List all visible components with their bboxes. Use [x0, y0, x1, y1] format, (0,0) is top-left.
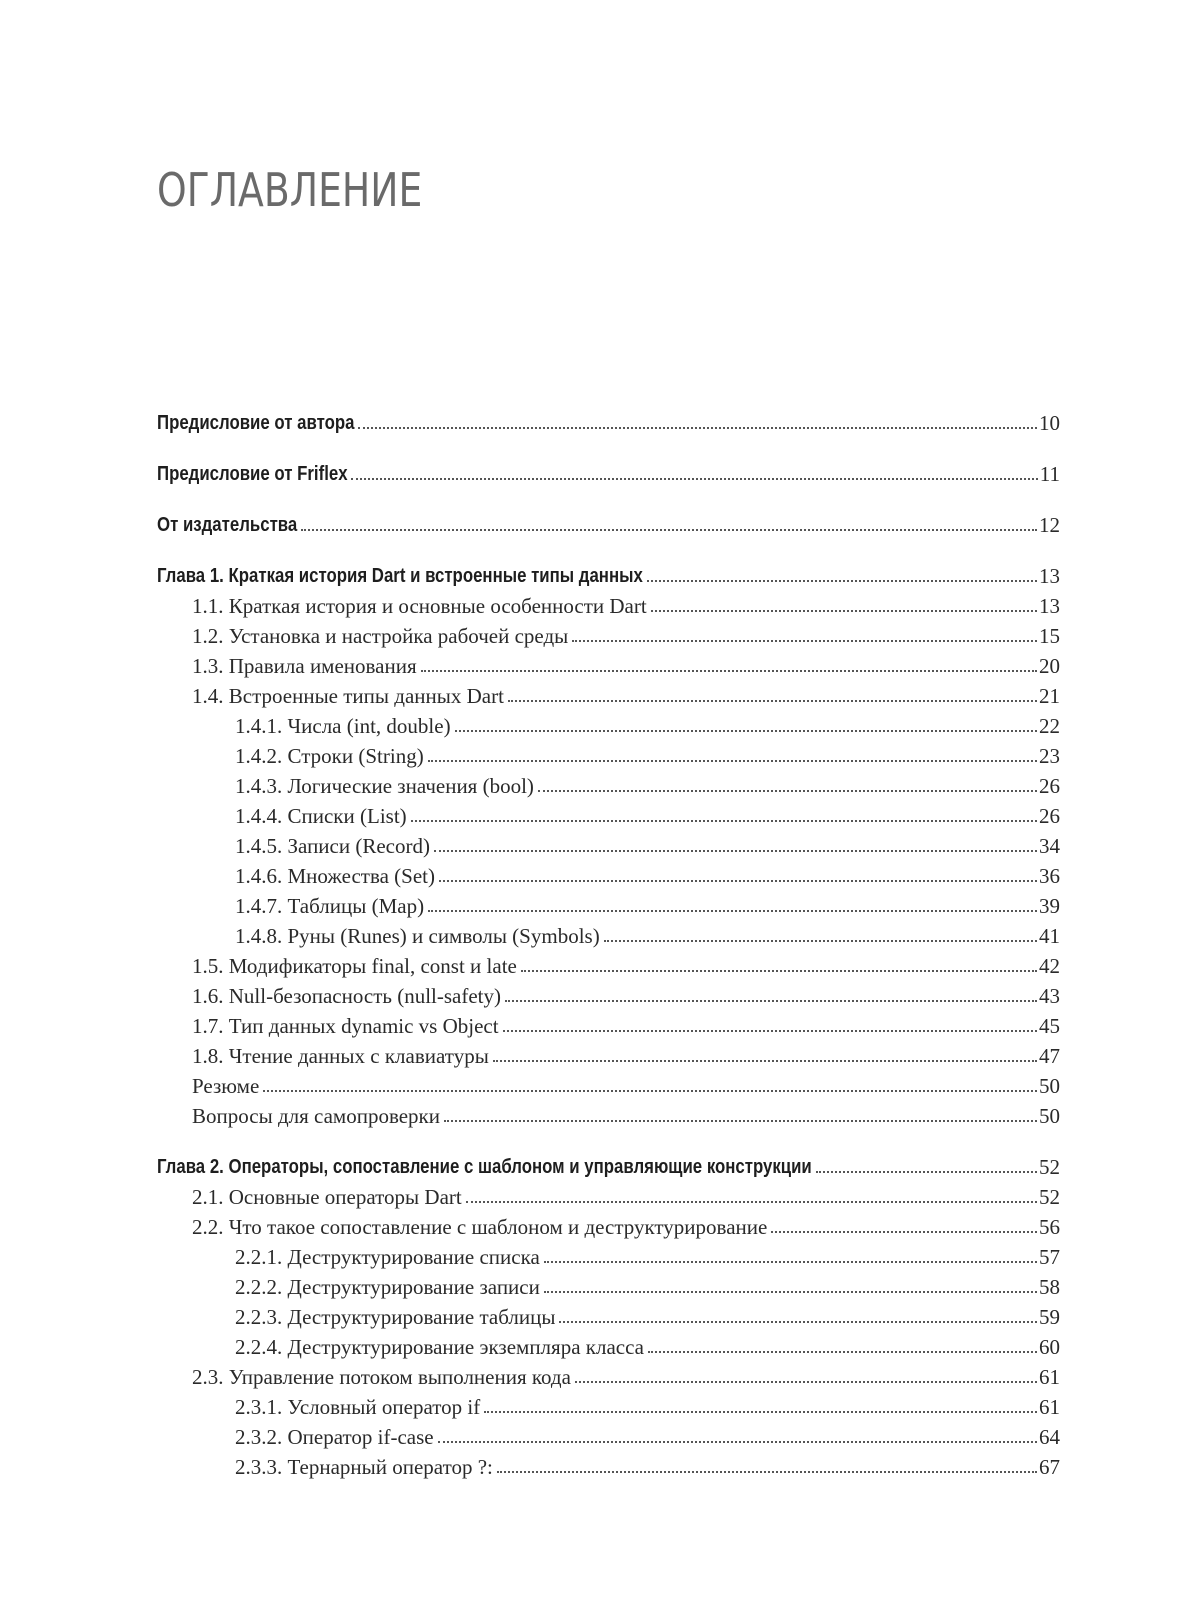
toc-entry-page-number: 50: [1039, 1104, 1060, 1128]
toc-entry-page-number: 20: [1039, 654, 1060, 678]
toc-entry-page-number: 58: [1039, 1275, 1060, 1299]
toc-entry-title: 2.3.3. Тернарный оператор ?:: [235, 1455, 493, 1479]
dot-leader: [434, 850, 1037, 852]
dot-leader: [466, 1201, 1037, 1203]
dot-leader: [358, 427, 1037, 429]
toc-entry-page-number: 56: [1039, 1215, 1060, 1239]
toc-entry[interactable]: [157, 679, 1060, 709]
toc-entry-title: Вопросы для самопроверки: [192, 1104, 441, 1128]
toc-entry-page-number: 22: [1039, 714, 1060, 738]
toc-entry[interactable]: [157, 406, 1060, 436]
dot-leader: [544, 1291, 1037, 1293]
dot-leader: [816, 1171, 1037, 1173]
dot-leader: [559, 1321, 1037, 1323]
toc-entry-page-number: 41: [1039, 924, 1060, 948]
toc-entry[interactable]: [157, 457, 1060, 487]
toc-entry-title: 1.4.6. Множества (Set): [235, 864, 435, 888]
toc-entry[interactable]: [157, 1240, 1060, 1270]
toc-entry-page-number: 13: [1039, 564, 1060, 588]
toc-entry-page-number: 45: [1039, 1014, 1060, 1038]
toc-entry-title: 2.3.1. Условный оператор if: [235, 1395, 481, 1419]
toc-entry-title: 1.4.8. Руны (Runes) и символы (Symbols): [235, 924, 600, 948]
toc-entry-title: 1.8. Чтение данных с клавиатуры: [192, 1044, 489, 1068]
toc-entry-page-number: 34: [1039, 834, 1060, 858]
toc-entry-page-number: 59: [1039, 1305, 1060, 1329]
table-of-contents: [157, 406, 1060, 1480]
toc-entry[interactable]: [157, 1420, 1060, 1450]
toc-entry-title: 1.4.7. Таблицы (Map): [235, 894, 425, 918]
toc-entry-page-number: 57: [1039, 1245, 1060, 1269]
toc-entry[interactable]: [157, 1270, 1060, 1300]
toc-entry-title: Глава 2. Операторы, сопоставление с шаблоном и управляющие конструкции: [157, 1156, 812, 1178]
toc-entry-title: От издательства: [157, 514, 298, 536]
toc-entry-title: 1.7. Тип данных dynamic vs Object: [192, 1014, 499, 1038]
toc-entry-title: 1.1. Краткая история и основные особенности Dart: [192, 594, 647, 618]
toc-entry-page-number: 52: [1039, 1155, 1060, 1179]
toc-entry[interactable]: [157, 919, 1060, 949]
toc-entry[interactable]: [157, 559, 1060, 589]
toc-entry-title: 2.1. Основные операторы Dart: [192, 1185, 462, 1209]
toc-entry[interactable]: [157, 649, 1060, 679]
toc-entry-page-number: 26: [1039, 804, 1060, 828]
toc-entry-title: 1.4.4. Списки (List): [235, 804, 407, 828]
dot-leader: [508, 700, 1037, 702]
toc-entry-page-number: 26: [1039, 774, 1060, 798]
toc-entry-page-number: 12: [1039, 513, 1060, 537]
toc-entry-page-number: 42: [1039, 954, 1060, 978]
toc-entry-title: 1.3. Правила именования: [192, 654, 417, 678]
toc-entry-page-number: 61: [1039, 1365, 1060, 1389]
dot-leader: [575, 1381, 1037, 1383]
toc-entry-page-number: 50: [1039, 1074, 1060, 1098]
dot-leader: [497, 1471, 1037, 1473]
toc-entry[interactable]: [157, 829, 1060, 859]
dot-leader: [493, 1060, 1037, 1062]
toc-entry[interactable]: [157, 1180, 1060, 1210]
toc-entry-title: Предисловие от автора: [157, 412, 355, 434]
dot-leader: [455, 730, 1037, 732]
toc-entry-page-number: 60: [1039, 1335, 1060, 1359]
toc-entry-page-number: 13: [1039, 594, 1060, 618]
toc-entry-title: 2.2.3. Деструктурирование таблицы: [235, 1305, 556, 1329]
dot-leader: [604, 940, 1037, 942]
dot-leader: [505, 1000, 1037, 1002]
dot-leader: [544, 1261, 1037, 1263]
toc-entry-title: 1.4.2. Строки (String): [235, 744, 424, 768]
toc-entry[interactable]: [157, 1210, 1060, 1240]
toc-entry-page-number: 61: [1039, 1395, 1060, 1419]
dot-leader: [301, 529, 1037, 531]
toc-entry[interactable]: [157, 1039, 1060, 1069]
dot-leader: [351, 478, 1038, 480]
toc-entry-page-number: 10: [1039, 411, 1060, 435]
toc-entry-page-number: 36: [1039, 864, 1060, 888]
dot-leader: [428, 760, 1037, 762]
dot-leader: [439, 880, 1037, 882]
toc-entry[interactable]: [157, 508, 1060, 538]
toc-entry[interactable]: [157, 739, 1060, 769]
toc-entry-page-number: 43: [1039, 984, 1060, 1008]
toc-entry-title: Предисловие от Friflex: [157, 463, 348, 485]
dot-leader: [444, 1120, 1037, 1122]
toc-entry-title: 2.2. Что такое сопоставление с шаблоном и деструктурирование: [192, 1215, 768, 1239]
toc-entry-title: Резюме: [192, 1074, 260, 1098]
toc-entry-title: 1.4.3. Логические значения (bool): [235, 774, 534, 798]
dot-leader: [438, 1441, 1037, 1443]
dot-leader: [648, 1351, 1037, 1353]
toc-entry-page-number: 39: [1039, 894, 1060, 918]
dot-leader: [651, 610, 1037, 612]
page-title: ОГЛАВЛЕНИЕ: [157, 163, 423, 217]
toc-entry[interactable]: [157, 709, 1060, 739]
toc-entry-page-number: 21: [1039, 684, 1060, 708]
toc-entry[interactable]: [157, 1150, 1060, 1180]
toc-entry[interactable]: [157, 1330, 1060, 1360]
toc-entry-title: 2.3.2. Оператор if-case: [235, 1425, 434, 1449]
toc-entry-title: 1.5. Модификаторы final, const и late: [192, 954, 517, 978]
toc-entry-title: 1.4.1. Числа (int, double): [235, 714, 451, 738]
dot-leader: [484, 1411, 1037, 1413]
toc-entry-page-number: 23: [1039, 744, 1060, 768]
toc-entry-title: 1.4.5. Записи (Record): [235, 834, 430, 858]
toc-entry[interactable]: [157, 1099, 1060, 1129]
toc-entry-page-number: 47: [1039, 1044, 1060, 1068]
toc-entry-page-number: 52: [1039, 1185, 1060, 1209]
toc-entry-title: 1.4. Встроенные типы данных Dart: [192, 684, 504, 708]
dot-leader: [538, 790, 1037, 792]
toc-entry-page-number: 15: [1039, 624, 1060, 648]
dot-leader: [647, 580, 1037, 582]
dot-leader: [572, 640, 1037, 642]
toc-entry[interactable]: [157, 859, 1060, 889]
dot-leader: [771, 1231, 1037, 1233]
toc-entry[interactable]: [157, 799, 1060, 829]
toc-entry[interactable]: [157, 1450, 1060, 1480]
dot-leader: [421, 670, 1037, 672]
toc-entry[interactable]: [157, 619, 1060, 649]
dot-leader: [263, 1090, 1037, 1092]
toc-entry[interactable]: [157, 769, 1060, 799]
toc-entry[interactable]: [157, 949, 1060, 979]
toc-entry-title: 2.2.2. Деструктурирование записи: [235, 1275, 540, 1299]
toc-entry[interactable]: [157, 889, 1060, 919]
toc-entry[interactable]: [157, 979, 1060, 1009]
toc-entry-title: Глава 1. Краткая история Dart и встроенные типы данных: [157, 565, 643, 587]
toc-entry[interactable]: [157, 1360, 1060, 1390]
toc-entry[interactable]: [157, 1009, 1060, 1039]
toc-entry[interactable]: [157, 1069, 1060, 1099]
dot-leader: [521, 970, 1037, 972]
toc-entry[interactable]: [157, 1390, 1060, 1420]
toc-entry-title: 2.3. Управление потоком выполнения кода: [192, 1365, 571, 1389]
toc-entry-page-number: 11: [1039, 462, 1060, 486]
dot-leader: [503, 1030, 1037, 1032]
dot-leader: [411, 820, 1037, 822]
toc-entry[interactable]: [157, 589, 1060, 619]
toc-entry-title: 2.2.1. Деструктурирование списка: [235, 1245, 540, 1269]
toc-entry[interactable]: [157, 1300, 1060, 1330]
toc-entry-page-number: 64: [1039, 1425, 1060, 1449]
toc-entry-title: 2.2.4. Деструктурирование экземпляра класса: [235, 1335, 644, 1359]
toc-entry-title: 1.6. Null-безопасность (null-safety): [192, 984, 501, 1008]
toc-entry-title: 1.2. Установка и настройка рабочей среды: [192, 624, 569, 648]
dot-leader: [428, 910, 1037, 912]
toc-entry-page-number: 67: [1039, 1455, 1060, 1479]
